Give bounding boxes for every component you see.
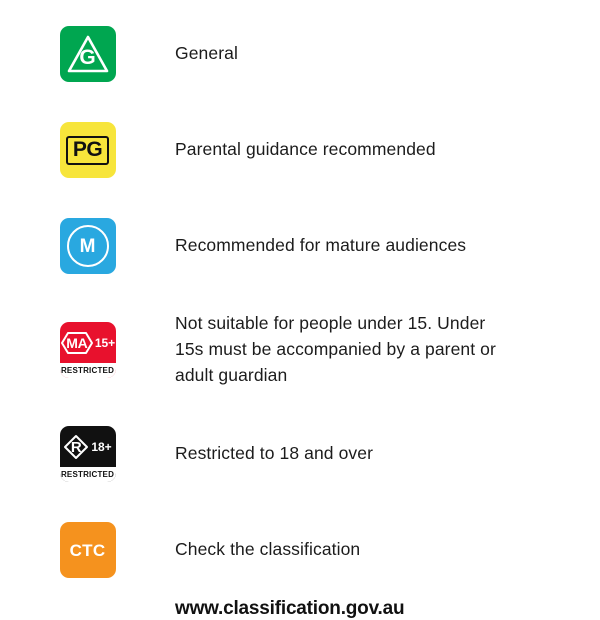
rating-icon-cell — [0, 322, 175, 378]
rating-icon-m — [60, 218, 116, 274]
rating-icon-cell — [0, 26, 175, 82]
list-item — [0, 6, 600, 102]
rating-mark-group — [63, 433, 111, 461]
footer — [0, 598, 600, 620]
triangle-shape — [66, 34, 110, 74]
rating-description: Recommended for mature audiences — [175, 235, 467, 256]
rating-mark: R — [70, 438, 82, 456]
list-item — [0, 294, 600, 406]
restricted-label: RESTRICTED — [60, 469, 115, 479]
restricted-banner — [60, 363, 116, 378]
rating-icon-cell — [0, 522, 175, 578]
rating-icon-cell — [0, 122, 175, 178]
rating-mark: CTC — [69, 540, 106, 560]
rating-mark: PG — [72, 137, 103, 161]
diamond-shape — [63, 434, 89, 460]
rating-description: Check the classification — [175, 539, 361, 560]
rating-mark: G — [79, 45, 96, 69]
rating-mark: MA — [66, 335, 88, 351]
list-item — [0, 406, 600, 502]
rating-mark-group — [60, 328, 115, 358]
restricted-label: RESTRICTED — [60, 365, 115, 375]
rating-age-label: 18+ — [91, 440, 112, 454]
rating-mark: M — [79, 235, 96, 257]
rating-description: Restricted to 18 and over — [175, 443, 374, 464]
rating-icon-cell — [0, 218, 175, 274]
classification-website-url[interactable]: www.classification.gov.au — [175, 598, 405, 619]
restricted-banner — [60, 467, 116, 482]
rating-icon-g — [60, 26, 116, 82]
rating-description: Parental guidance recommended — [175, 139, 436, 160]
rating-description: Not suitable for people under 15. Under 15s must be accompanied by a parent or adult guardian — [175, 313, 496, 385]
rating-icon-ctc — [60, 522, 116, 578]
hexagon-shape — [60, 331, 94, 355]
rating-description: General — [175, 43, 238, 64]
ratings-list — [0, 6, 600, 598]
circle-shape — [67, 225, 109, 267]
outline-box-shape — [66, 136, 109, 165]
rating-icon-pg — [60, 122, 116, 178]
list-item — [0, 502, 600, 598]
rating-icon-ma15plus — [60, 322, 116, 378]
rating-icon-cell — [0, 426, 175, 482]
list-item — [0, 102, 600, 198]
rating-age-label: 15+ — [94, 336, 116, 350]
rating-icon-r18plus — [60, 426, 116, 482]
list-item — [0, 198, 600, 294]
